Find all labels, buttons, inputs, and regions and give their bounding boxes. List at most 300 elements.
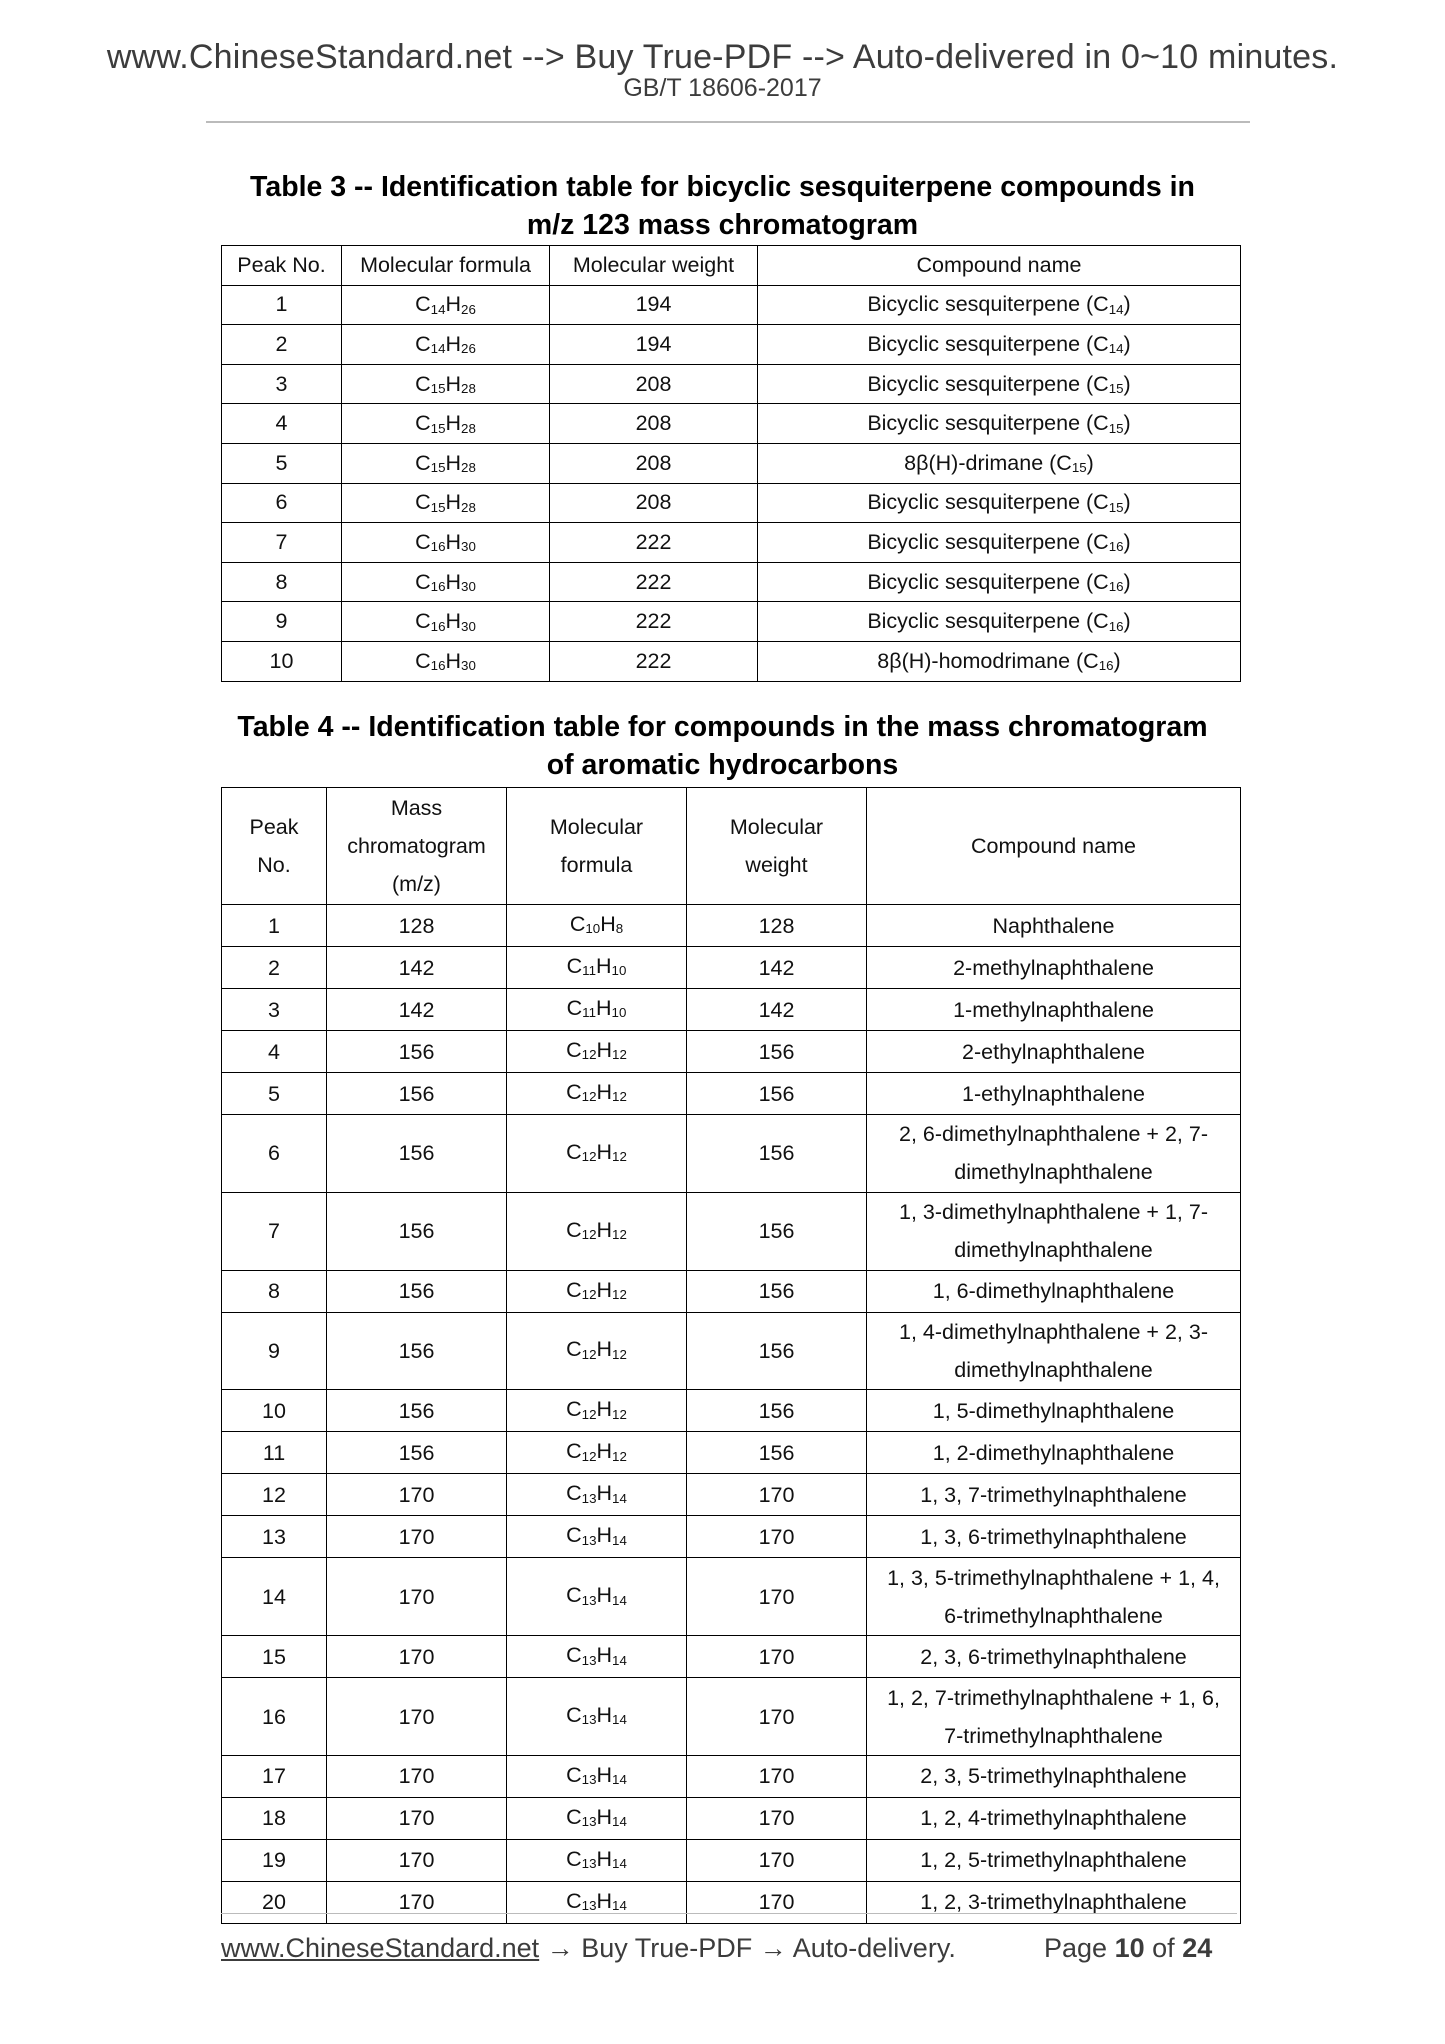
- mass-chromatogram-mz: 170: [327, 1797, 507, 1839]
- molecular-weight: 208: [550, 483, 758, 523]
- mass-chromatogram-mz: 156: [327, 1312, 507, 1390]
- table4-header-formula-line2: formula: [560, 853, 633, 877]
- table4-row: [222, 1881, 1241, 1923]
- formula-carbon-count: 12: [581, 1286, 597, 1302]
- compound-name: [867, 1516, 1241, 1558]
- compound-name-line: 1, 5-dimethylnaphthalene: [932, 1398, 1175, 1423]
- formula-carbon-count: 16: [430, 658, 446, 674]
- formula-hydrogen-count: 28: [461, 380, 476, 396]
- table3-header-weight: Molecular weight: [550, 246, 758, 286]
- compound-name-text: Bicyclic sesquiterpene (C: [867, 569, 1109, 594]
- table4-header-mass: [327, 788, 507, 905]
- table3-caption-line2: m/z 123 mass chromatogram: [526, 209, 919, 241]
- compound-name: [867, 1270, 1241, 1312]
- mass-chromatogram-mz: 170: [327, 1678, 507, 1756]
- formula-carbon-count: 12: [581, 1089, 597, 1105]
- table4-row: [222, 1678, 1241, 1756]
- peak-number: 12: [222, 1474, 327, 1516]
- compound-name-line: 1, 2, 5-trimethylnaphthalene: [920, 1848, 1187, 1873]
- molecular-weight: 156: [687, 1115, 867, 1193]
- formula-hydrogen-count: 14: [612, 1652, 627, 1668]
- peak-number: 4: [222, 404, 342, 444]
- compound-name: [867, 905, 1241, 947]
- compound-name-close: ): [1123, 292, 1131, 317]
- formula-hydrogen-count: 30: [461, 578, 476, 594]
- table3-row: [222, 483, 1241, 523]
- molecular-formula: $C_{10}H_8$: [507, 905, 687, 947]
- molecular-formula: $C_{14}H_{26}$: [342, 325, 550, 365]
- molecular-weight: 156: [687, 1270, 867, 1312]
- peak-number: 10: [222, 1390, 327, 1432]
- formula-hydrogen-count: 26: [461, 301, 476, 317]
- mass-chromatogram-mz: 156: [327, 1390, 507, 1432]
- table4-header-compound: [867, 788, 1241, 905]
- peak-number: 2: [222, 325, 342, 365]
- peak-number: 17: [222, 1755, 327, 1797]
- formula-carbon-count: 13: [581, 1856, 597, 1872]
- peak-number: 20: [222, 1881, 327, 1923]
- page-indicator: [1044, 1933, 1212, 1964]
- formula-carbon-count: 12: [581, 1346, 597, 1362]
- compound-carbon-subscript: 16: [1108, 539, 1124, 555]
- formula-carbon-count: 10: [585, 921, 601, 937]
- standard-code: GB/T 18606-2017: [623, 74, 822, 102]
- compound-name-line: 2, 6-dimethylnaphthalene + 2, 7-: [899, 1122, 1208, 1147]
- compound-name-line: 1, 2, 7-trimethylnaphthalene + 1, 6,: [887, 1685, 1220, 1710]
- molecular-weight: 222: [550, 641, 758, 681]
- compound-name: [867, 947, 1241, 989]
- mass-chromatogram-mz: 142: [327, 989, 507, 1031]
- compound-name-line: Naphthalene: [992, 913, 1115, 938]
- molecular-formula: $C_{13}H_{14}$: [507, 1839, 687, 1881]
- compound-name-line: 2-ethylnaphthalene: [962, 1039, 1145, 1064]
- table4-row: [222, 1839, 1241, 1881]
- molecular-weight: 142: [687, 989, 867, 1031]
- molecular-weight: 170: [687, 1678, 867, 1756]
- compound-name-text: Bicyclic sesquiterpene (C: [867, 292, 1109, 317]
- compound-name: [867, 1390, 1241, 1432]
- table3-row: [222, 443, 1241, 483]
- molecular-formula: $C_{12}H_{12}$: [507, 1031, 687, 1073]
- compound-carbon-subscript: 16: [1108, 578, 1124, 594]
- peak-number: 1: [222, 285, 342, 325]
- compound-name-line: 2, 3, 5-trimethylnaphthalene: [920, 1764, 1187, 1789]
- table3: [221, 245, 1241, 682]
- compound-carbon-subscript: 15: [1108, 420, 1124, 436]
- table4-row: [222, 1115, 1241, 1193]
- formula-hydrogen-count: 14: [612, 1898, 627, 1914]
- compound-name-line: 1, 2, 4-trimethylnaphthalene: [920, 1806, 1187, 1831]
- molecular-formula: $C_{15}H_{28}$: [342, 483, 550, 523]
- compound-name-close: ): [1123, 411, 1131, 436]
- molecular-formula: $C_{13}H_{14}$: [507, 1558, 687, 1636]
- compound-name-text: 8β(H)-drimane (C: [904, 450, 1072, 475]
- compound-name-text: Bicyclic sesquiterpene (C: [867, 331, 1109, 356]
- molecular-formula: $C_{11}H_{10}$: [507, 947, 687, 989]
- peak-number: 2: [222, 947, 327, 989]
- molecular-formula: $C_{15}H_{28}$: [342, 443, 550, 483]
- mass-chromatogram-mz: 156: [327, 1073, 507, 1115]
- formula-hydrogen-count: 10: [611, 1005, 627, 1021]
- mass-chromatogram-mz: 170: [327, 1516, 507, 1558]
- compound-name-line: 7-trimethylnaphthalene: [944, 1723, 1163, 1748]
- compound-name-close: ): [1123, 371, 1131, 396]
- molecular-weight: 208: [550, 404, 758, 444]
- formula-hydrogen-count: 12: [612, 1149, 627, 1165]
- table4-header-mass-line2: chromatogram: [347, 834, 486, 858]
- formula-hydrogen-count: 14: [612, 1532, 627, 1548]
- formula-hydrogen-count: 12: [612, 1047, 627, 1063]
- compound-name-close: ): [1123, 331, 1131, 356]
- table4-caption-line2: of aromatic hydrocarbons: [546, 749, 899, 781]
- table4-header-weight-line1: Molecular: [729, 815, 824, 839]
- table4-row: [222, 1031, 1241, 1073]
- table4-row: [222, 1516, 1241, 1558]
- molecular-weight: 156: [687, 1073, 867, 1115]
- table3-row: [222, 285, 1241, 325]
- formula-carbon-count: 13: [581, 1898, 597, 1914]
- compound-name-line: 2-methylnaphthalene: [953, 955, 1154, 980]
- mass-chromatogram-mz: 156: [327, 1115, 507, 1193]
- table4-row: [222, 1755, 1241, 1797]
- peak-number: 16: [222, 1678, 327, 1756]
- table4-row: [222, 947, 1241, 989]
- molecular-formula: $C_{16}H_{30}$: [342, 602, 550, 642]
- table4-row: [222, 1432, 1241, 1474]
- compound-carbon-subscript: 16: [1108, 618, 1124, 634]
- table4-row: [222, 1312, 1241, 1390]
- compound-name-line: 2, 3, 6-trimethylnaphthalene: [920, 1644, 1187, 1669]
- molecular-weight: 208: [550, 364, 758, 404]
- mass-chromatogram-mz: 170: [327, 1839, 507, 1881]
- mass-chromatogram-mz: 170: [327, 1755, 507, 1797]
- molecular-weight: 128: [687, 905, 867, 947]
- molecular-weight: 170: [687, 1797, 867, 1839]
- formula-hydrogen-count: 12: [612, 1346, 627, 1362]
- table3-caption-line1: Table 3 -- Identification table for bicyclic sesquiterpene compounds in: [250, 171, 1195, 203]
- molecular-formula: $C_{15}H_{28}$: [342, 404, 550, 444]
- table3-header-row: [222, 246, 1241, 286]
- formula-hydrogen-count: 28: [461, 460, 476, 476]
- molecular-weight: 156: [687, 1432, 867, 1474]
- table4-header-compound-line1: Compound name: [971, 834, 1136, 858]
- compound-name-line: 1, 3, 6-trimethylnaphthalene: [920, 1524, 1187, 1549]
- compound-name-close: ): [1113, 648, 1121, 673]
- table4-header-formula: [507, 788, 687, 905]
- molecular-formula: $C_{12}H_{12}$: [507, 1115, 687, 1193]
- molecular-weight: 170: [687, 1636, 867, 1678]
- molecular-weight: 170: [687, 1881, 867, 1923]
- compound-name: [867, 1678, 1241, 1756]
- molecular-weight: 142: [687, 947, 867, 989]
- compound-name-close: ): [1123, 569, 1131, 594]
- formula-carbon-count: 15: [430, 420, 446, 436]
- molecular-formula: $C_{16}H_{30}$: [342, 641, 550, 681]
- peak-number: 5: [222, 1073, 327, 1115]
- table3-row: [222, 523, 1241, 563]
- molecular-formula: $C_{13}H_{14}$: [507, 1678, 687, 1756]
- formula-hydrogen-count: 14: [612, 1490, 627, 1506]
- mass-chromatogram-mz: 128: [327, 905, 507, 947]
- table4-header-weight-line2: weight: [745, 853, 808, 877]
- table4-row: [222, 1390, 1241, 1432]
- compound-name-close: ): [1123, 490, 1131, 515]
- peak-number: 7: [222, 523, 342, 563]
- compound-name: [867, 1797, 1241, 1839]
- molecular-formula: $C_{12}H_{12}$: [507, 1270, 687, 1312]
- table4-body: [222, 905, 1241, 1924]
- peak-number: 6: [222, 1115, 327, 1193]
- table3-row: [222, 325, 1241, 365]
- compound-name-close: ): [1123, 529, 1131, 554]
- table3-row: [222, 562, 1241, 602]
- mass-chromatogram-mz: 170: [327, 1881, 507, 1923]
- compound-carbon-subscript: 15: [1108, 499, 1124, 515]
- peak-number: 18: [222, 1797, 327, 1839]
- compound-name: [758, 364, 1241, 404]
- formula-carbon-count: 11: [582, 963, 596, 979]
- table3-header-compound: Compound name: [758, 246, 1241, 286]
- compound-name: [867, 1115, 1241, 1193]
- footer-tagline: → Buy True-PDF → Auto-delivery.: [539, 1933, 956, 1963]
- table4-header-peak-line2: No.: [257, 853, 291, 877]
- formula-carbon-count: 12: [581, 1047, 597, 1063]
- formula-carbon-count: 16: [430, 539, 446, 555]
- table3-caption: [200, 168, 1245, 244]
- compound-name: [867, 1432, 1241, 1474]
- mass-chromatogram-mz: 170: [327, 1558, 507, 1636]
- compound-name-line: 1, 3-dimethylnaphthalene + 1, 7-: [899, 1200, 1208, 1225]
- molecular-weight: 156: [687, 1192, 867, 1270]
- formula-carbon-count: 11: [582, 1005, 596, 1021]
- formula-carbon-count: 14: [430, 341, 446, 357]
- peak-number: 9: [222, 1312, 327, 1390]
- formula-hydrogen-count: 14: [612, 1856, 627, 1872]
- compound-name: [867, 1073, 1241, 1115]
- molecular-weight: 194: [550, 285, 758, 325]
- compound-name: [867, 989, 1241, 1031]
- compound-name: [867, 1192, 1241, 1270]
- molecular-formula: $C_{15}H_{28}$: [342, 364, 550, 404]
- compound-name-line: 1, 6-dimethylnaphthalene: [932, 1279, 1175, 1304]
- formula-carbon-count: 14: [430, 301, 446, 317]
- formula-hydrogen-count: 30: [461, 618, 476, 634]
- formula-hydrogen-count: 14: [612, 1772, 627, 1788]
- molecular-weight: 156: [687, 1390, 867, 1432]
- molecular-formula: $C_{16}H_{30}$: [342, 562, 550, 602]
- molecular-formula: $C_{16}H_{30}$: [342, 523, 550, 563]
- compound-name: [758, 483, 1241, 523]
- molecular-formula: $C_{12}H_{12}$: [507, 1390, 687, 1432]
- peak-number: 19: [222, 1839, 327, 1881]
- compound-name: [758, 641, 1241, 681]
- molecular-formula: $C_{13}H_{14}$: [507, 1474, 687, 1516]
- formula-carbon-count: 15: [430, 499, 446, 515]
- molecular-formula: $C_{13}H_{14}$: [507, 1755, 687, 1797]
- formula-hydrogen-count: 30: [461, 658, 476, 674]
- compound-name-line: 1, 4-dimethylnaphthalene + 2, 3-: [899, 1319, 1208, 1344]
- table4-header-peak-line1: Peak: [249, 815, 299, 839]
- molecular-weight: 222: [550, 523, 758, 563]
- molecular-formula: $C_{13}H_{14}$: [507, 1797, 687, 1839]
- peak-number: 1: [222, 905, 327, 947]
- formula-carbon-count: 12: [581, 1406, 597, 1422]
- peak-number: 8: [222, 562, 342, 602]
- table4-row: [222, 1558, 1241, 1636]
- formula-hydrogen-count: 12: [612, 1406, 627, 1422]
- molecular-weight: 222: [550, 562, 758, 602]
- molecular-formula: $C_{13}H_{14}$: [507, 1881, 687, 1923]
- table4-row: [222, 1270, 1241, 1312]
- compound-carbon-subscript: 15: [1108, 380, 1124, 396]
- molecular-weight: 170: [687, 1839, 867, 1881]
- compound-name: [758, 602, 1241, 642]
- molecular-weight: 170: [687, 1755, 867, 1797]
- molecular-weight: 156: [687, 1312, 867, 1390]
- compound-name: [867, 1839, 1241, 1881]
- peak-number: 7: [222, 1192, 327, 1270]
- molecular-weight: 170: [687, 1474, 867, 1516]
- molecular-formula: $C_{12}H_{12}$: [507, 1073, 687, 1115]
- table4-row: [222, 1192, 1241, 1270]
- formula-carbon-count: 12: [581, 1227, 597, 1243]
- formula-hydrogen-count: 14: [612, 1814, 627, 1830]
- compound-carbon-subscript: 14: [1108, 301, 1124, 317]
- peak-number: 6: [222, 483, 342, 523]
- table4-header-weight: [687, 788, 867, 905]
- formula-hydrogen-count: 12: [612, 1286, 627, 1302]
- peak-number: 8: [222, 1270, 327, 1312]
- compound-name-text: Bicyclic sesquiterpene (C: [867, 371, 1109, 396]
- molecular-weight: 170: [687, 1558, 867, 1636]
- table4-row: [222, 1474, 1241, 1516]
- formula-hydrogen-count: 30: [461, 539, 476, 555]
- formula-hydrogen-count: 12: [612, 1089, 627, 1105]
- formula-hydrogen-count: 8: [615, 921, 624, 937]
- compound-name: [867, 1312, 1241, 1390]
- table4-header-formula-line1: Molecular: [549, 815, 644, 839]
- compound-name: [758, 443, 1241, 483]
- compound-name-line: 1-methylnaphthalene: [953, 997, 1154, 1022]
- table3-header-formula: Molecular formula: [342, 246, 550, 286]
- compound-name-close: ): [1123, 609, 1131, 634]
- table4-caption: [200, 708, 1245, 784]
- formula-carbon-count: 16: [430, 618, 446, 634]
- molecular-formula: $C_{14}H_{26}$: [342, 285, 550, 325]
- compound-name-line: 1, 3, 5-trimethylnaphthalene + 1, 4,: [887, 1565, 1220, 1590]
- peak-number: 13: [222, 1516, 327, 1558]
- formula-carbon-count: 15: [430, 460, 446, 476]
- compound-carbon-subscript: 16: [1098, 658, 1114, 674]
- compound-name-line: 1-ethylnaphthalene: [962, 1081, 1145, 1106]
- compound-name-text: 8β(H)-homodrimane (C: [877, 648, 1099, 673]
- page-of: of: [1152, 1933, 1175, 1963]
- peak-number: 3: [222, 989, 327, 1031]
- table4-caption-line1: Table 4 -- Identification table for compounds in the mass chromatogram: [237, 711, 1208, 743]
- compound-name-text: Bicyclic sesquiterpene (C: [867, 490, 1109, 515]
- mass-chromatogram-mz: 156: [327, 1432, 507, 1474]
- table4-row: [222, 905, 1241, 947]
- formula-hydrogen-count: 12: [612, 1448, 627, 1464]
- page-total: 24: [1182, 1933, 1213, 1963]
- mass-chromatogram-mz: 142: [327, 947, 507, 989]
- formula-hydrogen-count: 14: [612, 1712, 627, 1728]
- mass-chromatogram-mz: 156: [327, 1031, 507, 1073]
- compound-name: [867, 1474, 1241, 1516]
- molecular-weight: 194: [550, 325, 758, 365]
- mass-chromatogram-mz: 170: [327, 1636, 507, 1678]
- formula-carbon-count: 13: [581, 1652, 597, 1668]
- molecular-formula: $C_{13}H_{14}$: [507, 1636, 687, 1678]
- formula-carbon-count: 16: [430, 578, 446, 594]
- footer-link: [221, 1933, 956, 1964]
- compound-name-line: 1, 2-dimethylnaphthalene: [932, 1440, 1175, 1465]
- table4-row: [222, 1636, 1241, 1678]
- compound-name: [758, 285, 1241, 325]
- table4-row: [222, 1797, 1241, 1839]
- peak-number: 15: [222, 1636, 327, 1678]
- footer-site-link[interactable]: www.ChineseStandard.net: [221, 1933, 540, 1963]
- compound-name: [867, 1881, 1241, 1923]
- table4-header-peak: [222, 788, 327, 905]
- formula-hydrogen-count: 26: [461, 341, 476, 357]
- table3-header-peak: Peak No.: [222, 246, 342, 286]
- compound-carbon-subscript: 15: [1071, 460, 1087, 476]
- compound-name: [867, 1636, 1241, 1678]
- formula-carbon-count: 12: [581, 1448, 597, 1464]
- compound-name-line: 1, 2, 3-trimethylnaphthalene: [920, 1890, 1187, 1915]
- compound-name-line: dimethylnaphthalene: [954, 1357, 1153, 1382]
- table4: [221, 787, 1241, 1924]
- table3-row: [222, 602, 1241, 642]
- molecular-formula: $C_{13}H_{14}$: [507, 1516, 687, 1558]
- peak-number: 10: [222, 641, 342, 681]
- molecular-weight: 208: [550, 443, 758, 483]
- formula-carbon-count: 13: [581, 1772, 597, 1788]
- mass-chromatogram-mz: 156: [327, 1270, 507, 1312]
- table4-header-mass-line3: (m/z): [392, 872, 441, 896]
- formula-carbon-count: 12: [581, 1149, 597, 1165]
- table3-row: [222, 364, 1241, 404]
- formula-hydrogen-count: 28: [461, 499, 476, 515]
- peak-number: 14: [222, 1558, 327, 1636]
- table3-row: [222, 641, 1241, 681]
- peak-number: 11: [222, 1432, 327, 1474]
- formula-carbon-count: 15: [430, 380, 446, 396]
- compound-name-line: 1, 3, 7-trimethylnaphthalene: [920, 1482, 1187, 1507]
- compound-name: [758, 325, 1241, 365]
- peak-number: 3: [222, 364, 342, 404]
- compound-name-text: Bicyclic sesquiterpene (C: [867, 609, 1109, 634]
- molecular-weight: 170: [687, 1516, 867, 1558]
- compound-carbon-subscript: 14: [1108, 341, 1124, 357]
- peak-number: 4: [222, 1031, 327, 1073]
- formula-carbon-count: 13: [581, 1814, 597, 1830]
- molecular-formula: $C_{12}H_{12}$: [507, 1192, 687, 1270]
- formula-hydrogen-count: 14: [612, 1592, 627, 1608]
- table4-row: [222, 989, 1241, 1031]
- table4-header-row: [222, 788, 1241, 905]
- molecular-formula: $C_{11}H_{10}$: [507, 989, 687, 1031]
- table4-header-mass-line1: Mass: [390, 796, 443, 820]
- formula-carbon-count: 13: [581, 1490, 597, 1506]
- page-current: 10: [1114, 1933, 1145, 1963]
- compound-name: [867, 1558, 1241, 1636]
- compound-name-close: ): [1086, 450, 1094, 475]
- compound-name-text: Bicyclic sesquiterpene (C: [867, 529, 1109, 554]
- peak-number: 5: [222, 443, 342, 483]
- compound-name: [758, 562, 1241, 602]
